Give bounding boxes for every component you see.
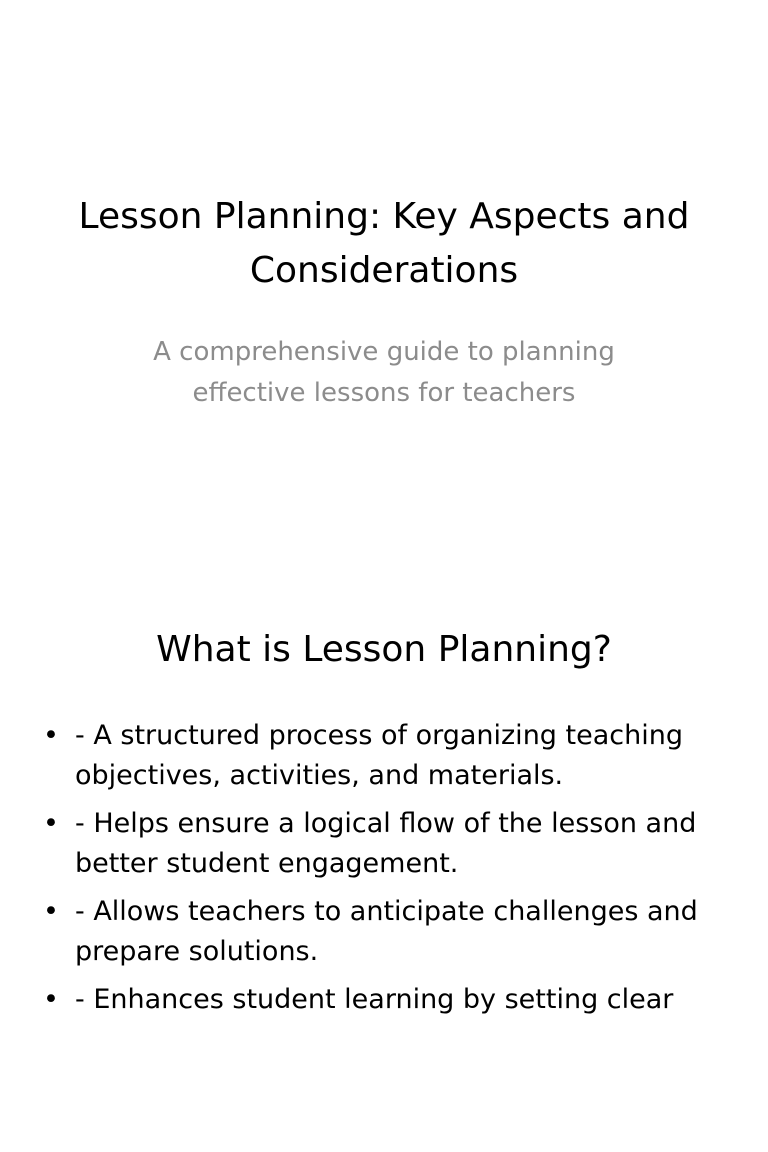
slide-2-title: What is Lesson Planning? — [156, 629, 612, 670]
bullet-item — [40, 892, 730, 972]
bullet-text: - Allows teachers to anticipate challenges and prepare solutions. — [75, 896, 698, 967]
bullet-item — [40, 980, 730, 1020]
slide-1-subtitle: A comprehensive guide to planning effective lessons for teachers — [153, 337, 615, 408]
bullet-item — [40, 804, 730, 884]
bullet-list — [40, 716, 730, 1028]
bullet-text: - A structured process of organizing teaching objectives, activities, and materials. — [75, 720, 683, 791]
bullet-dot-icon: • — [43, 808, 59, 839]
bullet-dot-icon: • — [43, 984, 59, 1015]
bullet-text: - Helps ensure a logical flow of the lesson and better student engagement. — [75, 808, 697, 879]
bullet-dot-icon: • — [43, 720, 59, 751]
slide-1-title: Lesson Planning: Key Aspects and Considerations — [78, 196, 690, 291]
slide-2 — [0, 576, 768, 1152]
bullet-text: - Enhances student learning by setting clear — [75, 984, 674, 1015]
bullet-dot-icon: • — [43, 896, 59, 927]
bullet-item — [40, 716, 730, 796]
